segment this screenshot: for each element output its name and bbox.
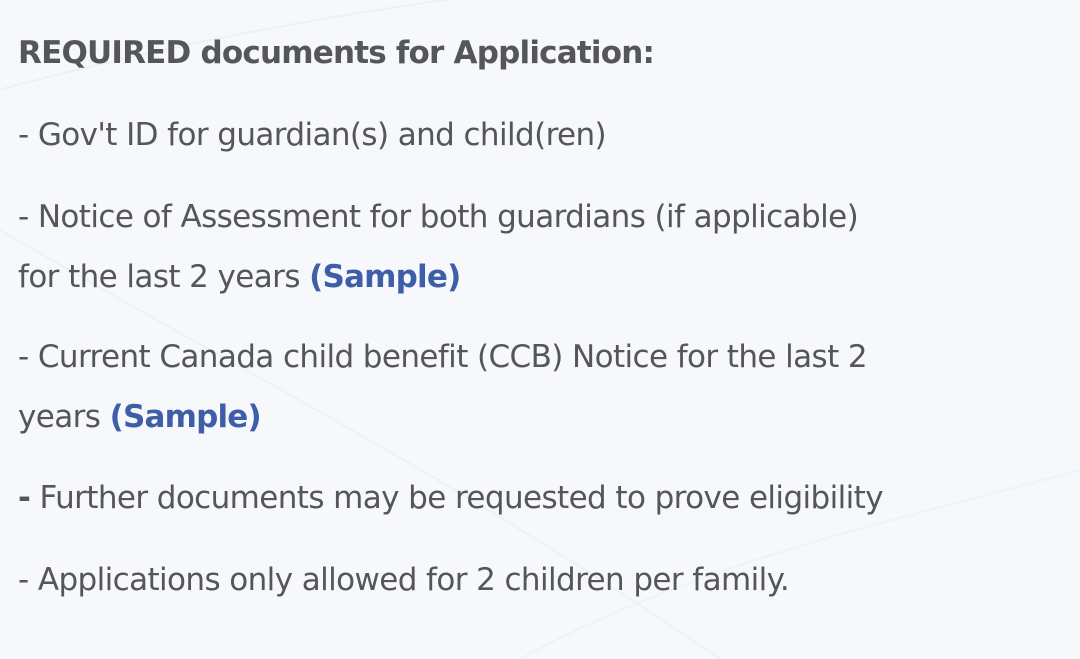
- list-item-continuation: [18, 257, 460, 297]
- list-item: [18, 478, 883, 518]
- list-item: [18, 337, 867, 377]
- item-text: Gov't ID for guardian(s) and child(ren): [28, 117, 607, 153]
- list-item: [18, 197, 858, 237]
- section-heading: REQUIRED documents for Application:: [18, 35, 655, 71]
- list-item: [18, 560, 789, 600]
- item-dash: -: [18, 339, 29, 375]
- item-dash: -: [18, 562, 29, 598]
- item-dash: -: [18, 199, 29, 235]
- ccb-notice-sample-link[interactable]: (Sample): [109, 399, 261, 435]
- item-dash: -: [18, 117, 29, 153]
- list-item-continuation: [18, 397, 261, 437]
- item-text: Current Canada child benefit (CCB) Notice for the last 2: [28, 339, 867, 375]
- item-text: years: [18, 399, 110, 435]
- list-item: [18, 115, 606, 155]
- item-text: Notice of Assessment for both guardians (if applicable): [28, 199, 859, 235]
- item-dash: -: [18, 480, 31, 516]
- notice-of-assessment-sample-link[interactable]: (Sample): [309, 259, 461, 295]
- item-text: Applications only allowed for 2 children per family.: [28, 562, 790, 598]
- item-text: for the last 2 years: [18, 259, 310, 295]
- item-text: Further documents may be requested to prove eligibility: [30, 480, 883, 516]
